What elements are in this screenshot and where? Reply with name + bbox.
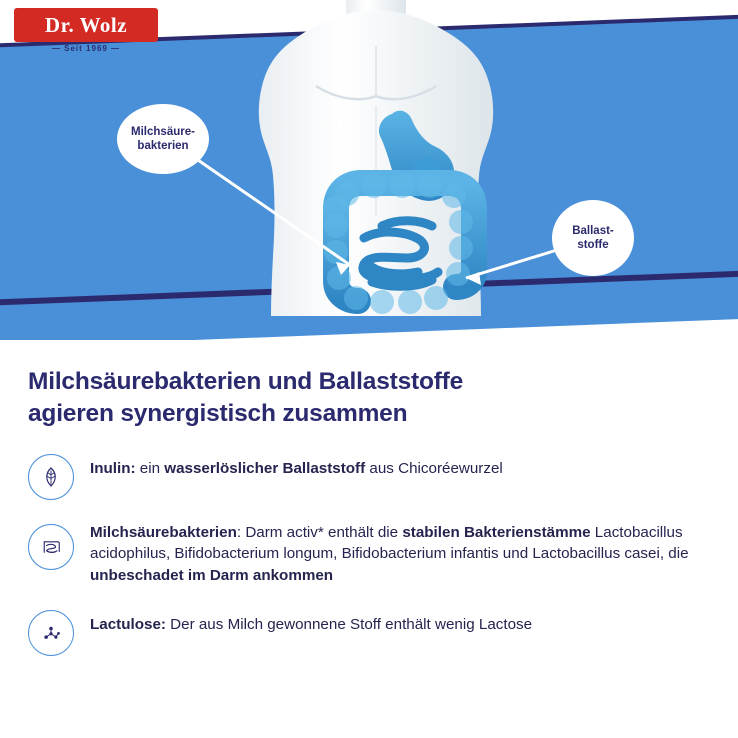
- logo-badge: [14, 8, 158, 42]
- molecule-icon: [28, 610, 74, 656]
- bullet-text-2: Milchsäurebakterien: Darm activ* enthält die stabilen Bakterienstämme Lactobacillus acidophilus, Bifidobacterium longum, Bifidobacterium infantis und Lactobacillus casei, die unbeschadet im Darm ankommen: [90, 523, 689, 584]
- content-section: [0, 340, 738, 678]
- pointer-line-left: [190, 140, 390, 290]
- headline-line-2: agieren synergistisch zusammen: [28, 399, 408, 427]
- logo-tagline: — Seit 1969 —: [51, 44, 121, 53]
- bullet-text-3: Lactulose: Der aus Milch gewonnene Stoff enthält wenig Lactose: [90, 616, 533, 634]
- callout-left-line2: bakterien: [137, 140, 189, 152]
- pointer-line-right: [452, 240, 562, 300]
- brand-logo: [14, 8, 162, 60]
- page-headline: [28, 366, 710, 430]
- callout-left-line1: Milchsäure-: [131, 125, 195, 138]
- headline-line-1: Milchsäurebakterien und Ballaststoffe: [28, 368, 464, 395]
- leaf-icon: [28, 454, 74, 500]
- callout-ballaststoffe: [552, 200, 634, 276]
- hero-banner: [0, 0, 738, 340]
- list-item: [0, 452, 738, 500]
- callout-right-line1: Ballast-: [572, 224, 614, 237]
- logo-text: Dr. Wolz: [44, 12, 128, 37]
- callout-milchsaeurebakterien: [117, 104, 209, 174]
- list-item: [0, 608, 738, 656]
- bullet-list: [0, 452, 738, 657]
- intestine-icon: [28, 524, 74, 570]
- callout-right-line2: stoffe: [577, 239, 609, 251]
- list-item: [0, 522, 738, 587]
- bullet-text-1: Inulin: ein wasserlöslicher Ballaststoff aus Chicoréewurzel: [90, 459, 503, 477]
